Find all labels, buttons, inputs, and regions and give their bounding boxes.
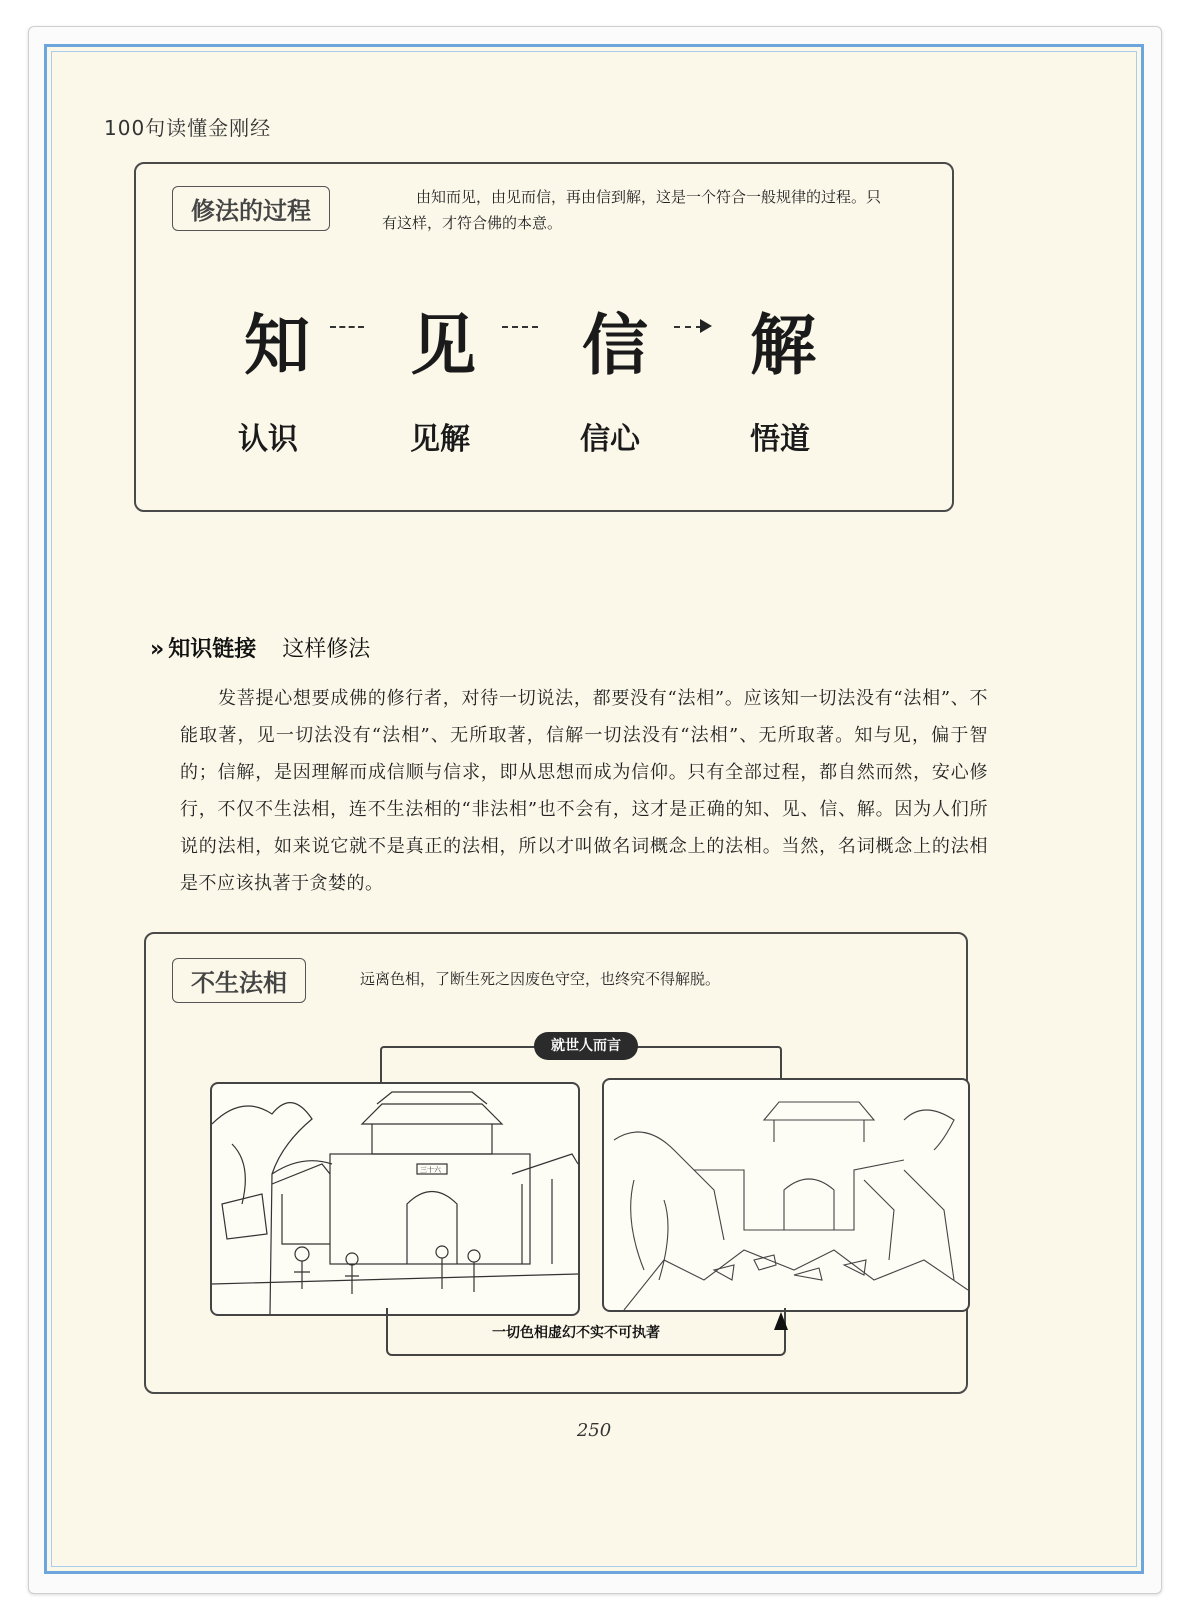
- body-paragraph: 发菩提心想要成佛的修行者，对待一切说法，都要没有“法相”。应该知一切法没有“法相”、不能取著，见一切法没有“法相”、无所取著，信解一切法没有“法相”、无所取著。知与见，偏于智的；信解，是因理解而成信顺与信求，即从思想而成为信仰。只有全部过程，都自然而然，安心修行，不仅不生法相，连不生法相的“非法相”也不会有，这才是正确的知、见、信、解。因为人们所说的法相，如来说它就不是真正的法相，所以才叫做名词概念上的法相。当然，名词概念上的法相是不应该执著于贪婪的。: [180, 688, 988, 894]
- step-meaning-see: 见解: [410, 422, 470, 457]
- double-chevron-icon: »: [150, 637, 165, 662]
- knowledge-link-heading: [150, 632, 370, 663]
- page-number: 250: [576, 1420, 612, 1441]
- ruined-city-drawing: [604, 1080, 968, 1310]
- flow-connector-1: [330, 326, 364, 328]
- knowledge-link-keyword: 知识链接: [168, 637, 257, 662]
- ruined-city-illustration: [602, 1078, 970, 1312]
- perspective-badge: 就世人而言: [534, 1032, 638, 1060]
- process-panel: [134, 162, 954, 512]
- gate-sign-text: 三十六: [420, 1166, 441, 1174]
- step-char-see: 见: [410, 306, 476, 384]
- step-meaning-believe: 信心: [580, 422, 640, 457]
- no-laksana-panel-description: 远离色相，了断生死之因废色守空，也终究不得解脱。: [360, 970, 721, 988]
- flow-connector-2: [502, 326, 538, 328]
- prosperous-city-drawing: [212, 1084, 578, 1314]
- step-meaning-know: 认识: [238, 422, 298, 457]
- process-panel-title: 修法的过程: [172, 186, 330, 231]
- flow-arrow-icon: [700, 319, 712, 333]
- step-char-believe: 信: [582, 306, 648, 384]
- step-meaning-understand: 悟道: [750, 422, 810, 457]
- bottom-caption: 一切色相虚幻不实不可执著: [486, 1322, 666, 1342]
- up-arrow-icon: [774, 1312, 788, 1330]
- prosperous-city-illustration: [210, 1082, 580, 1316]
- no-laksana-panel-title: 不生法相: [172, 958, 306, 1003]
- process-panel-description: 由知而见，由见而信，再由信到解，这是一个符合一般规律的过程。只有这样，才符合佛的本意。: [382, 188, 882, 232]
- step-char-understand: 解: [750, 306, 816, 384]
- step-char-know: 知: [244, 306, 310, 384]
- flow-connector-3: [674, 326, 702, 328]
- running-title: 100句读懂金刚经: [104, 116, 272, 140]
- knowledge-link-title: 这样修法: [282, 637, 371, 662]
